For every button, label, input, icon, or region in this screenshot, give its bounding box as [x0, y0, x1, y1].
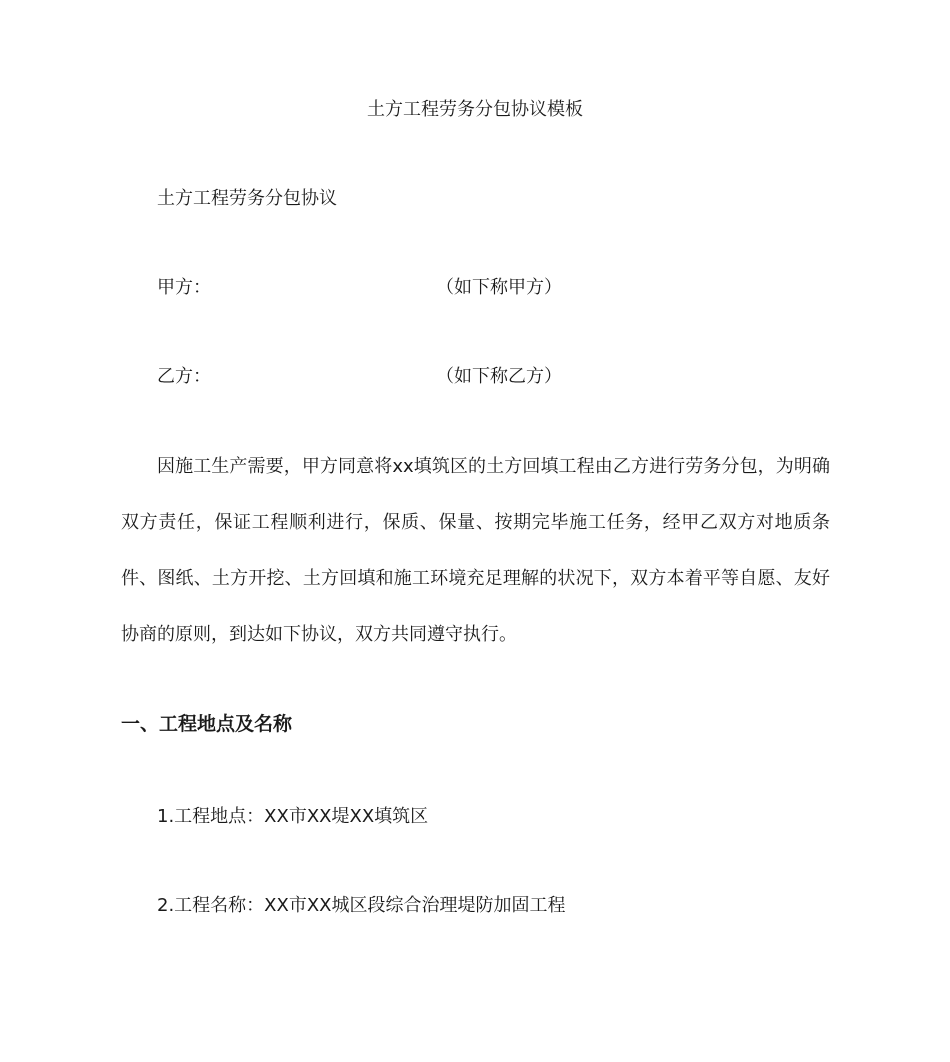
party-a-label: 甲方： — [157, 277, 211, 298]
project-location-item: 1.工程地点：XX市XX堤XX填筑区 — [157, 806, 429, 827]
party-a-note: （如下称甲方） — [436, 277, 562, 298]
section-heading-location-name: 一、工程地点及名称 — [121, 713, 293, 735]
party-b-note: （如下称乙方） — [436, 366, 562, 387]
intro-paragraph: 因施工生产需要，甲方同意将xx填筑区的土方回填工程由乙方进行劳务分包，为明确双方责任，保证工程顺利进行，保质、保量、按期完毕施工任务，经甲乙双方对地质条件、图纸、土方开挖、土方回填和施工环境充足理解的状况下，双方本着平等自愿、友好协商的原则，到达如下协议，双方共同遵守执行。 — [121, 456, 830, 645]
document-title: 土方工程劳务分包协议模板 — [367, 99, 583, 120]
party-b-label: 乙方： — [157, 366, 211, 387]
project-name-item: 2.工程名称：XX市XX城区段综合治理堤防加固工程 — [157, 895, 566, 916]
agreement-subtitle: 土方工程劳务分包协议 — [157, 188, 337, 209]
